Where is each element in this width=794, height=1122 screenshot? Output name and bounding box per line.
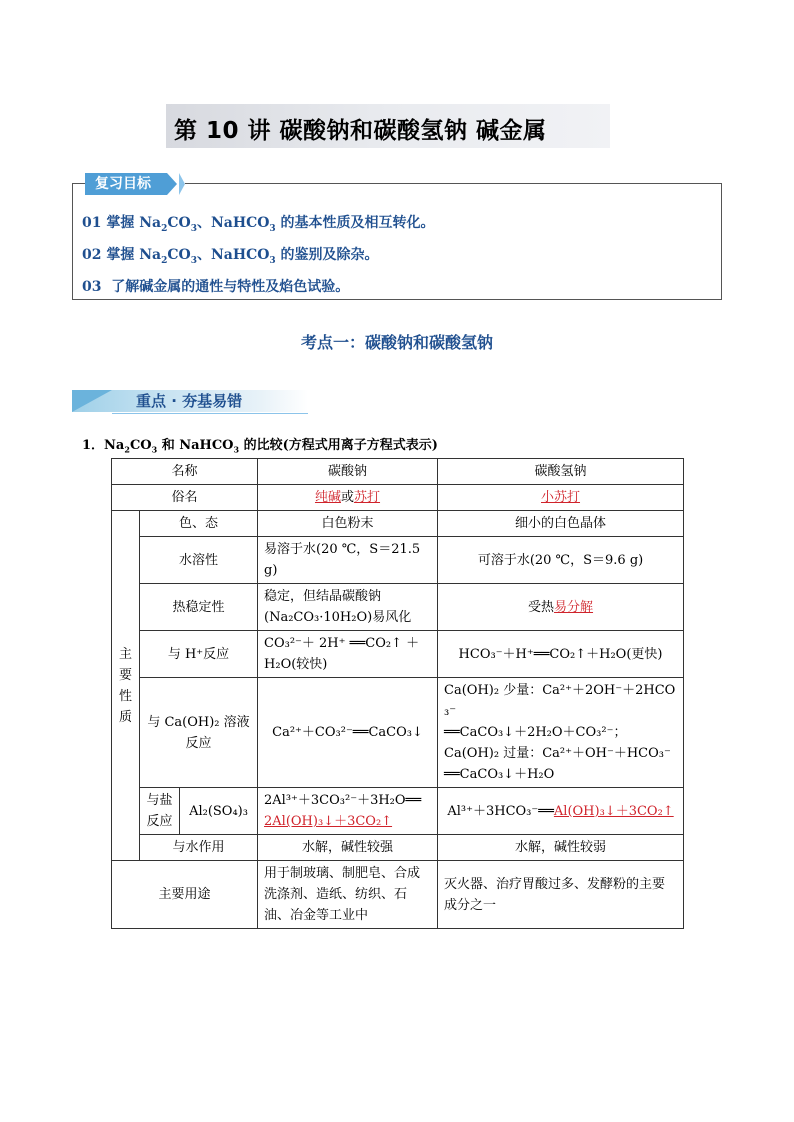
header-sodium-carbonate: 碳酸钠: [258, 459, 438, 485]
salt-a: 2Al³⁺＋3CO₃²⁻＋3H₂O══ 2Al(OH)₃↓＋3CO₂↑: [258, 788, 438, 835]
row-label-acid-reaction: 与 H⁺反应: [140, 631, 258, 678]
row-label-water: 与水作用: [140, 835, 258, 861]
row-label-salt-reaction: 与盐反应: [140, 788, 180, 835]
thermal-b: 受热易分解: [438, 584, 684, 631]
comparison-heading: 1．$Na_2CO_3$ 和 NaHCO$_3$ 的比较(方程式用离子方程式表示): [82, 438, 438, 455]
table-row: [112, 459, 684, 485]
banner-label: 重点 · 夯基易错: [136, 392, 243, 410]
banner-slant-icon: [72, 390, 112, 412]
water-b: 水解，碱性较弱: [438, 835, 684, 861]
row-label-caoh-reaction: 与 Ca(OH)₂ 溶液反应: [140, 678, 258, 788]
solubility-a: 易溶于水(20 ℃，S＝21.5 g): [258, 537, 438, 584]
goal-item-3: 03 了解碱金属的通性与特性及焰色试验。: [82, 279, 350, 295]
thermal-a: 稳定，但结晶碳酸钠 (Na₂CO₃·10H₂O)易风化: [258, 584, 438, 631]
alias-b: 小苏打: [438, 485, 684, 511]
header-sodium-bicarbonate: 碳酸氢钠: [438, 459, 684, 485]
table-row: [112, 835, 684, 861]
color-a: 白色粉末: [258, 511, 438, 537]
comparison-table: [111, 458, 684, 929]
title-banner: [166, 104, 610, 148]
banner-underline: [112, 413, 308, 414]
review-goals-tag: [85, 171, 185, 197]
alias-a: 纯碱或苏打: [258, 485, 438, 511]
uses-a: 用于制玻璃、制肥皂、合成洗涤剂、造纸、纺织、石油、冶金等工业中: [258, 861, 438, 929]
header-name: 名称: [112, 459, 258, 485]
table-row: [112, 788, 684, 835]
table-row: [112, 678, 684, 788]
caoh-a: Ca²⁺＋CO₃²⁻══CaCO₃↓: [258, 678, 438, 788]
acid-a: CO₃²⁻＋ 2H⁺ ══CO₂↑ ＋ H₂O(较快): [258, 631, 438, 678]
key-points-banner: [72, 390, 308, 412]
row-label-color-state: 色、态: [140, 511, 258, 537]
row-label-thermal-stability: 热稳定性: [140, 584, 258, 631]
table-row: [112, 861, 684, 929]
group-label-main-properties: 主 要 性 质: [112, 511, 140, 861]
uses-b: 灭火器、治疗胃酸过多、发酵粉的主要成分之一: [438, 861, 684, 929]
tag-arrow-icon: [167, 173, 177, 195]
table-row: [112, 631, 684, 678]
table-row: [112, 584, 684, 631]
row-label-alias: 俗名: [112, 485, 258, 511]
color-b: 细小的白色晶体: [438, 511, 684, 537]
section-title: 考点一：碳酸钠和碳酸氢钠: [300, 333, 493, 352]
salt-reagent: Al₂(SO₄)₃: [180, 788, 258, 835]
goal-item-2: 02 掌握 $Na_2CO_3$、NaHCO$_3$ 的鉴别及除杂。: [82, 247, 379, 266]
salt-b: Al³⁺＋3HCO₃⁻══Al(OH)₃↓＋3CO₂↑: [438, 788, 684, 835]
table-row: [112, 511, 684, 537]
table-row: [112, 485, 684, 511]
water-a: 水解，碱性较强: [258, 835, 438, 861]
tag-arrow-accent-icon: [179, 173, 185, 195]
row-label-uses: 主要用途: [112, 861, 258, 929]
caoh-b: Ca(OH)₂ 少量：Ca²⁺＋2OH⁻＋2HCO₃⁻ ══CaCO₃↓＋2H₂O＋CO₃²⁻； Ca(OH)₂ 过量：Ca²⁺＋OH⁻＋HCO₃⁻ ══CaCO₃↓＋H₂O: [438, 678, 684, 788]
table-row: [112, 537, 684, 584]
page-title: 第 10 讲 碳酸钠和碳酸氢钠 碱金属: [174, 118, 547, 144]
solubility-b: 可溶于水(20 ℃，S＝9.6 g): [438, 537, 684, 584]
acid-b: HCO₃⁻＋H⁺══CO₂↑＋H₂O(更快): [438, 631, 684, 678]
review-goals-label: 复习目标: [85, 173, 167, 195]
goal-item-1: 01 掌握 $Na_2CO_3$、NaHCO$_3$ 的基本性质及相互转化。: [82, 215, 435, 234]
row-label-solubility: 水溶性: [140, 537, 258, 584]
